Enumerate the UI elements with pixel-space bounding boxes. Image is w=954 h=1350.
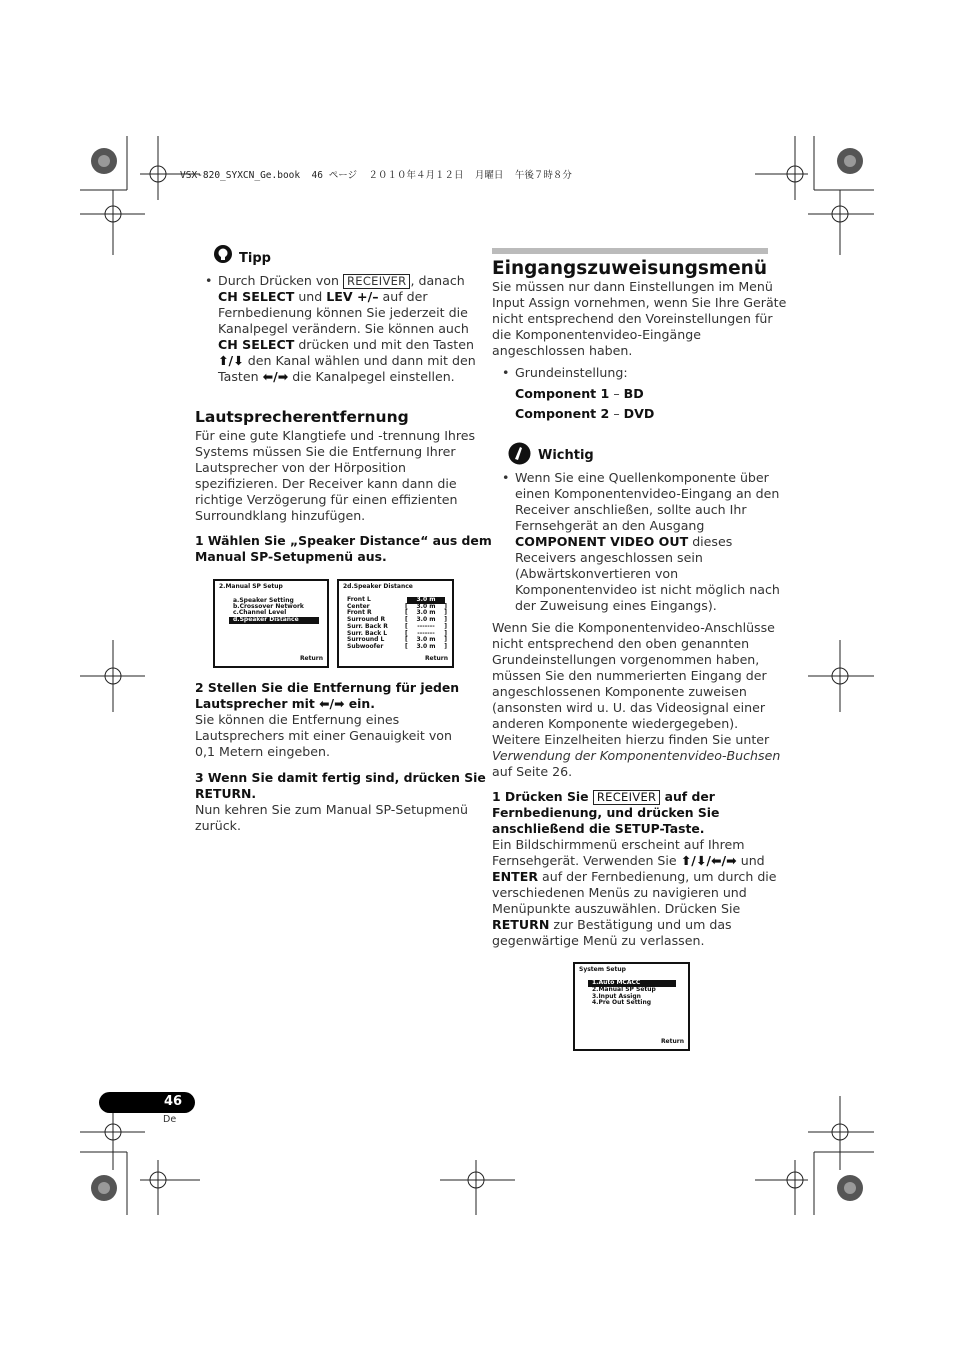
section-rule bbox=[492, 248, 768, 254]
receiver-button-label: RECEIVER bbox=[343, 274, 410, 289]
print-header: VSX-820_SYXCN_Ge.book 46 ページ ２０１０年４月１２日 月曜日 午後７時８分 bbox=[180, 170, 572, 181]
component-1-default: Component 1 – BD bbox=[515, 386, 644, 401]
tip-icon bbox=[212, 244, 234, 266]
step1-title: 1 Wählen Sie „Speaker Distance“ aus dem Manual SP-Setupmenü aus. bbox=[195, 533, 492, 564]
speaker-distance-intro: Für eine gute Klangtiefe und -trennung Ihres Systems müssen Sie die Entfernung Ihrer Lautsprecher von der Hörposition spezifizieren. Der Receiver kann dann die richtige Verzögerung für einen effizienten Surroundklang hinzufügen. bbox=[195, 428, 476, 523]
component-paragraph: Wenn Sie die Komponentenvideo-Anschlüsse nicht entsprechend den oben genannten Grundeinstellungen vorgenommen haben, müssen Sie den nummerierten Eingang der angeschlossenen Komponente zuweisen (ansonsten wird u. U. das Videosignal einer anderen Komponente wiedergegeben). Weitere Einzelheiten hierzu finden Sie unter Verwendung der Komponentenvideo-Buchsen auf Seite 26. bbox=[492, 620, 781, 779]
speaker-distance-heading: Lautsprecherentfernung bbox=[195, 408, 409, 426]
page-language: De bbox=[163, 1114, 177, 1125]
important-icon bbox=[507, 441, 532, 466]
component-2-default: Component 2 – DVD bbox=[515, 406, 655, 421]
tip-heading: Tipp bbox=[239, 251, 271, 266]
step2-body: Sie können die Entfernung eines Lautsprechers mit einer Genauigkeit von 0,1 Metern eingeben. bbox=[195, 712, 452, 759]
step2-title: 2 Stellen Sie die Entfernung für jeden Lautsprecher mit ⬅/➡ ein. bbox=[195, 680, 460, 711]
right-step1-body: Ein Bildschirmmenü erscheint auf Ihrem Fernsehgerät. Verwenden Sie ⬆/⬇/⬅/➡ und ENTER auf der Fernbedienung, um durch die verschiedenen Menüs zu navigieren und Menüpunkte auszuwählen. Drücken Sie RETURN zur Bestätigung und um das gegenwärtige Menü zu verlassen. bbox=[492, 837, 777, 948]
receiver-button-label-2: RECEIVER bbox=[593, 790, 660, 805]
default-setting: • Grundeinstellung: bbox=[502, 365, 628, 380]
speaker-distance-screen: 2d.Speaker Distance Front L Center Front R Surround R Surr. Back R Surr. Back L Surround L Subwoofer 3.0 m [ 3.0 m ] [ 3.0 m ] [ 3.0 m ] [ ------- ] [ ------- ] [ 3.0 m ] [ 3.0 m ] Return bbox=[337, 579, 454, 668]
important-heading: Wichtig bbox=[538, 448, 594, 463]
page-number: 46 bbox=[163, 1094, 183, 1109]
step3-body: Nun kehren Sie zum Manual SP-Setupmenü zurück. bbox=[195, 802, 468, 833]
manual-sp-setup-screen: 2.Manual SP Setup a.Speaker Setting b.Crossover Network c.Channel Level d.Speaker Distance Return bbox=[213, 579, 329, 668]
step3-title: 3 Wenn Sie damit fertig sind, drücken Sie RETURN. bbox=[195, 770, 486, 801]
right-step1-title: 1 Drücken Sie RECEIVER auf der Fernbedienung, und drücken Sie anschließend die SETUP-Taste. bbox=[492, 789, 720, 836]
input-assign-heading: Eingangszuweisungsmenü bbox=[492, 258, 767, 279]
input-assign-intro: Sie müssen nur dann Einstellungen im Menü Input Assign vornehmen, wenn Sie Ihre Geräte nicht entsprechend den Voreinstellungen für die Komponentenvideo-Eingänge angeschlossen haben. bbox=[492, 279, 787, 358]
system-setup-screen: System Setup 1.Auto MCACC 2.Manual SP Setup 3.Input Assign 4.Pre Out Setting Return bbox=[573, 962, 690, 1051]
